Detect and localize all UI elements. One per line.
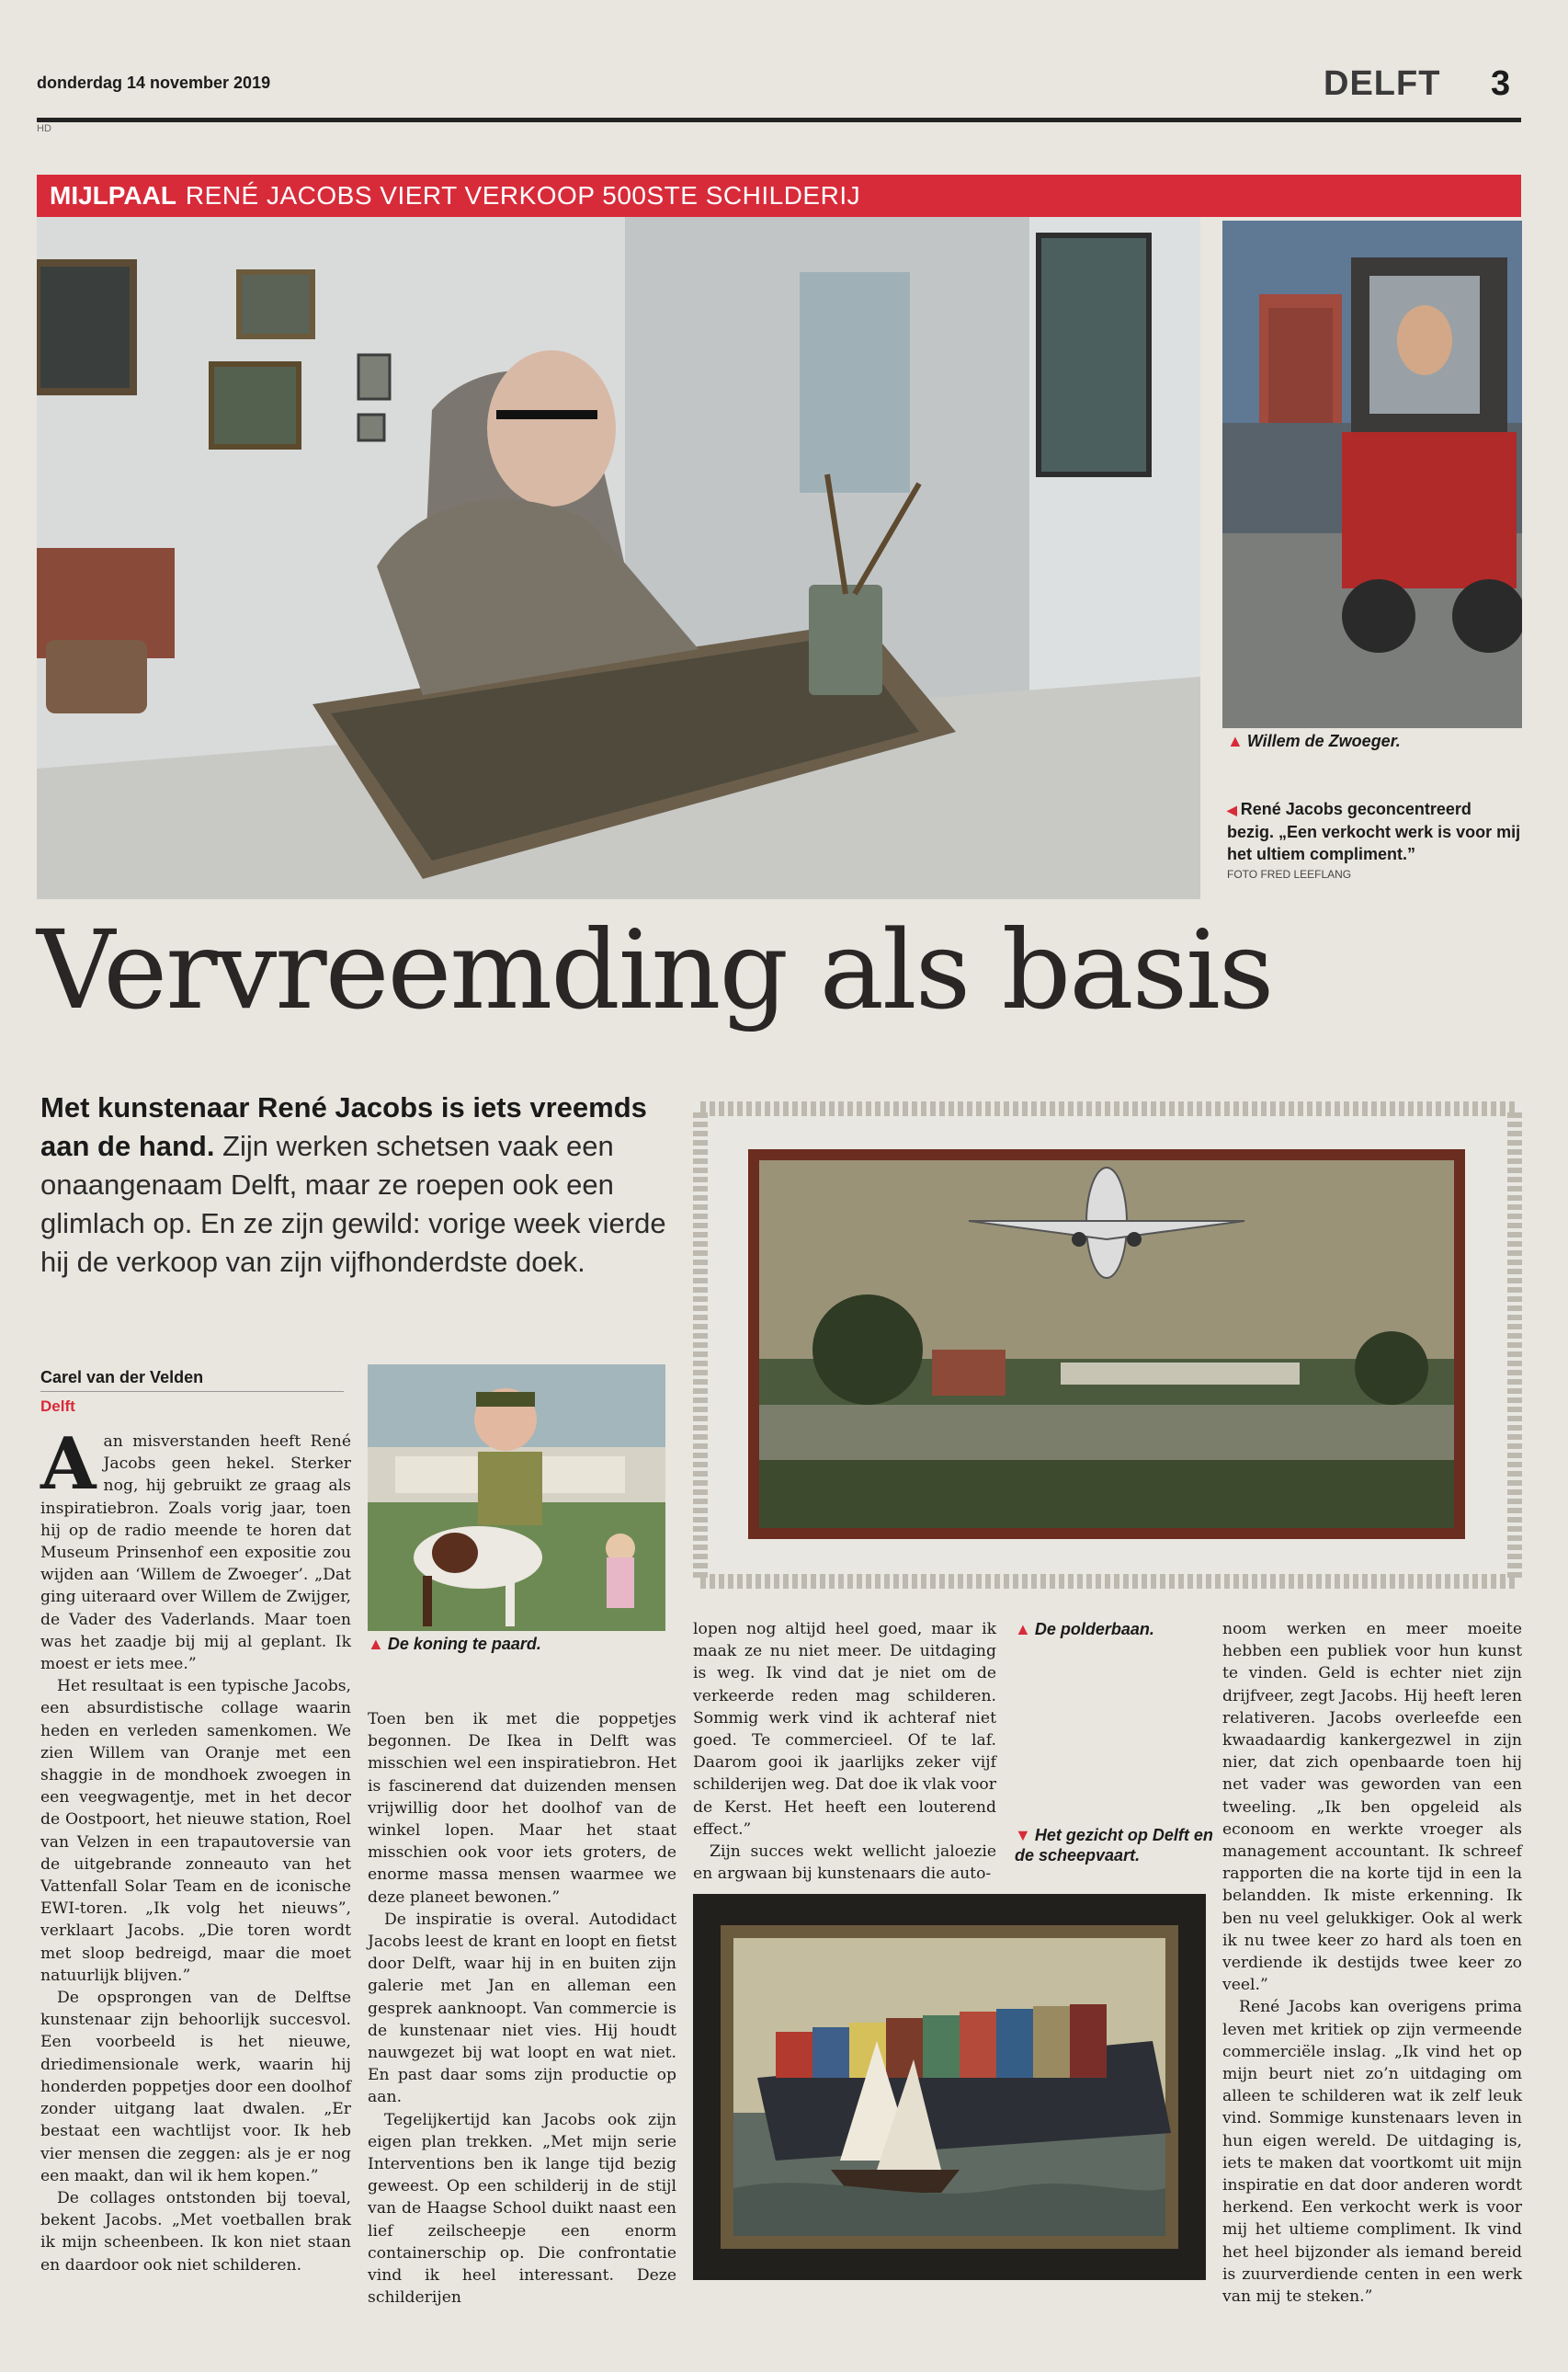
willem-de-zwoeger-photo: [1222, 221, 1522, 728]
studio-photo-illustration: [37, 217, 1200, 899]
body-column-3: lopen nog altijd heel goed, maar ik maak ze nu niet meer. De uitdaging is weg. Ik vind dat je niet om de verkeerde reden mag schilderen. Sommig werk vind ik achteraf niet goed. Te commercieel. Of te laf. Daarom gooi ik jaarlijks zeker vijf schilderijen weg. Dat doe ik vlak voor de Kerst. Het heeft een louterend effect.” Zijn succes wekt wellicht jaloezie en argwaan bij kunstenaars die auto-: [693, 1620, 996, 1884]
side-photo-caption: ▲ Willem de Zwoeger.: [1227, 732, 1401, 750]
kicker-banner: [37, 175, 1521, 217]
body-column-1: Aan misverstanden heeft René Jacobs geen hekel. Sterker nog, hij gebruikt ze graag als inspiratiebron. Zoals vorig jaar, toen hij op de radio meende te horen dat Museum Prinsenhof een expositie zou wijden aan ‘Willem de Zwoeger’. „Dat ging uiteraard over Willem de Zwijger, de Vader des Vaderlands. Maar toen was het zaadje bij mij al geplant. Ik moest er iets mee.” Het resultaat is een typische Jacobs, een absurdistische collage waarin heden en verleden samenkomen. We zien Willem van Oranje met een shaggie in de mondhoek zwoegen in een veegwagentje, met in het decor de Oostpoort, het nieuwe station, Roel van Velzen in een trapautoversie van de uitgebrande zonneauto van het Vattenfall Solar Team en de iconische EWI-toren. „Ik volg het nieuws”, verklaart Jacobs. „Die toren wordt met sloop bedreigd, maar die moet natuurlijk blijven.” De opsprongen van de Delftse kunstenaar zijn behoorlijk succesvol. Een voorbeeld is het nieuwe, driedimensionale werk, waarin hij honderden poppetjes door een doolhof zonder uitgang laat dwalen. „Er bestaat een wachtlijst voor. Ik heb vier mensen die zeggen: als je er nog een maakt, dan wil ik hem kopen.” De collages ontstonden bij toeval, bekent Jacobs. „Met voetballen brak ik mijn scheenbeen. Ik kon niet staan en daardoor ook niet schilderen.: [40, 1422, 351, 2275]
intro-lead: Met kunstenaar René Jacobs is iets vreemds aan de hand.: [40, 1091, 647, 1162]
dropcap: A: [40, 1422, 97, 1506]
intro-paragraph: [40, 1089, 693, 1282]
body-column-4: noom werken en meer moeite hebben een publiek voor hun kunst te vinden. Geld is echter niet zijn drijfveer, zegt Jacobs. Hij heeft leren relativeren. Jacobs overleefde een kwaadaardig kankergezwel in zijn nier, dat zich openbaarde toen hij net vader was geworden van een tweeling. „Ik ben opgeleid als econoom en werkte vroeger als management accountant. Ik schreef rapporten die na korte tijd in een la belandden. Ik miste erkenning. Ik ben nu veel gelukkiger. Ook al werk ik nu twee keer zo hard als toen en verdiende ik destijds twee keer zo veel.” René Jacobs kan overigens prima leven met kritiek op zijn vermeende commerciële inslag. „Ik vind het op mijn beurt niet zo’n uitdaging om alleen te schilderen wat ik zelf leuk vind. Sommige kunstenaars leven in hun eigen wereld. De uitdaging is, iets te maken dat voortkomt uit mijn inspiratie en dat door anderen wordt herkend. Een verkocht werk is voor mij het ultieme compliment. Ik vind het heel bijzonder als iemand bereid is zuurverdiende centen in een werk van mij te steken.”: [1222, 1620, 1522, 2307]
polderbaan-painting: [693, 1101, 1522, 1589]
kicker-label: MIJLPAAL: [50, 181, 176, 210]
kicker-text: RENÉ JACOBS VIERT VERKOOP 500STE SCHILDERIJ: [185, 181, 861, 210]
ship-caption: ▼ Het gezicht op Delft en de scheepvaart.: [1015, 1826, 1213, 1865]
polder-caption: ▲ De polderbaan.: [1015, 1620, 1154, 1638]
willem-de-zwoeger-illustration: [1222, 221, 1522, 728]
dateline: Delft: [40, 1397, 75, 1415]
main-photo-caption: ◀ René Jacobs geconcentreerd bezig. „Een verkocht werk is voor mij het ultiem compliment.”: [1227, 800, 1521, 863]
koning-te-paard-illustration: [368, 1364, 665, 1631]
body-column-2: Toen ben ik met die poppetjes begonnen. De Ikea in Delft was misschien wel een inspiratiebron. Het is fascinerend dat duizenden mensen vrijwillig door het doolhof van de winkel lopen. Maar het staat misschien ook voor iets groters, de enorme massa mensen waarmee we deze planeet bewonen.” De inspiratie is overal. Autodidact Jacobs leest de krant en loopt en fietst door Delft, waar hij in en buiten zijn galerie met Jan en alleman een gesprek aanknoopt. Van commercie is de kunstenaar niet vies. Hij houdt nauwgezet bij wat loopt en wat niet. En past daar soms zijn productie op aan. Tegelijkertijd kan Jacobs ook zijn eigen plan trekken. „Met mijn serie Interventions ben ik lange tijd bezig geweest. Op een schilderij in de stijl van de Haagse School duikt naast een lief zeilscheepje een enorm containerschip op. Die confrontatie vind ik heel interessant. Deze schilderijen: [368, 1710, 676, 2308]
king-photo-caption: ▲ De koning te paard.: [368, 1635, 541, 1653]
headline: Vervreemding als basis: [37, 907, 1273, 1033]
header-rule: [37, 118, 1521, 122]
koning-te-paard-photo: [368, 1364, 665, 1631]
ship-painting: [693, 1894, 1206, 2280]
edition-code: HD: [37, 123, 51, 134]
byline: Carel van der Velden: [40, 1368, 344, 1392]
studio-photo: [37, 217, 1200, 899]
section-name: DELFT: [1324, 64, 1441, 103]
issue-date: donderdag 14 november 2019: [37, 74, 271, 92]
intro-rest: Zijn werken schetsen vaak een onaangenaam Delft, maar ze roepen ook een glimlach op. En ze zijn gewild: vorige week vierde hij de verkoop van zijn vijfhonderdste doek.: [40, 1130, 666, 1278]
ship-illustration: [693, 1894, 1206, 2280]
page-number: 3: [1491, 64, 1511, 103]
polderbaan-illustration: [693, 1101, 1522, 1589]
photo-credit: FOTO FRED LEEFLANG: [1227, 868, 1352, 881]
